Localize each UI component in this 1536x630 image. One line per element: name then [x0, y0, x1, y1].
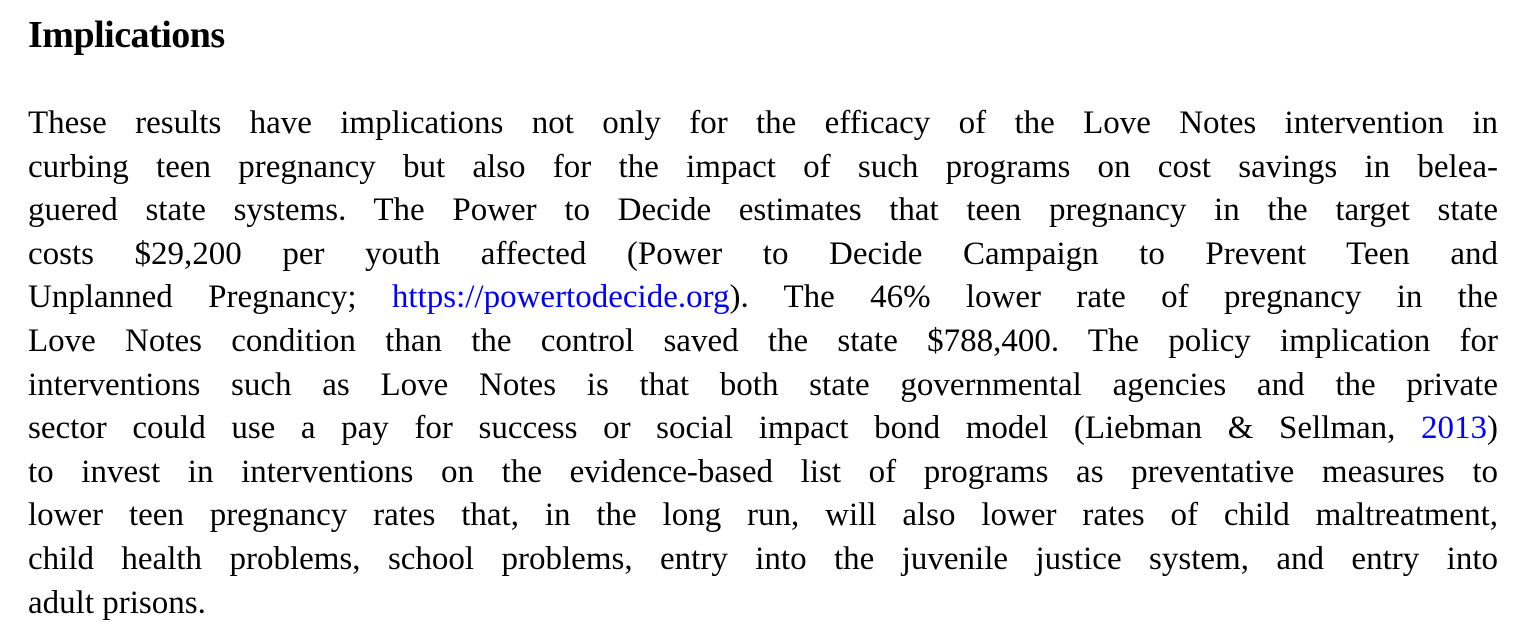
- paragraph-line-with-url: [28, 276, 1498, 320]
- paragraph-line: costs $29,200 per youth affected (Power to Decide Campaign to Prevent Teen and: [28, 235, 1498, 272]
- paragraph-line: Love Notes condition than the control saved the state $788,400. The policy implication for: [28, 322, 1498, 359]
- citation-year-link[interactable]: 2013: [1421, 410, 1487, 447]
- paragraph-line: to invest in interventions on the evidence-based list of programs as preventative measures to: [28, 453, 1498, 490]
- paragraph-line-last: adult prisons.: [28, 584, 206, 621]
- section-heading: Implications: [28, 14, 225, 56]
- body-paragraph: [28, 102, 1498, 625]
- line-text-after-citation: ): [1487, 410, 1498, 447]
- line-text-after-url: ). The 46% lower rate of pregnancy in the: [729, 279, 1499, 316]
- paragraph-line: guered state systems. The Power to Decide estimates that teen pregnancy in the target state: [28, 192, 1498, 229]
- paragraph-line-with-citation: [28, 407, 1498, 451]
- line-text-before-citation: sector could use a pay for success or social impact bond model (Liebman & Sellman,: [28, 410, 1421, 447]
- paragraph-line: These results have implications not only for the efficacy of the Love Notes intervention in: [28, 105, 1498, 141]
- paragraph-line: interventions such as Love Notes is that both state governmental agencies and the private: [28, 366, 1498, 403]
- powertodecide-url-link[interactable]: https://powertodecide.org: [391, 279, 730, 316]
- line-text-before-url: Unplanned Pregnancy;: [28, 279, 392, 316]
- paragraph-line: child health problems, school problems, entry into the juvenile justice system, and entry into: [28, 540, 1498, 577]
- paragraph-line: curbing teen pregnancy but also for the impact of such programs on cost savings in belea-: [28, 148, 1498, 185]
- paragraph-line: lower teen pregnancy rates that, in the long run, will also lower rates of child maltreatment,: [28, 497, 1498, 534]
